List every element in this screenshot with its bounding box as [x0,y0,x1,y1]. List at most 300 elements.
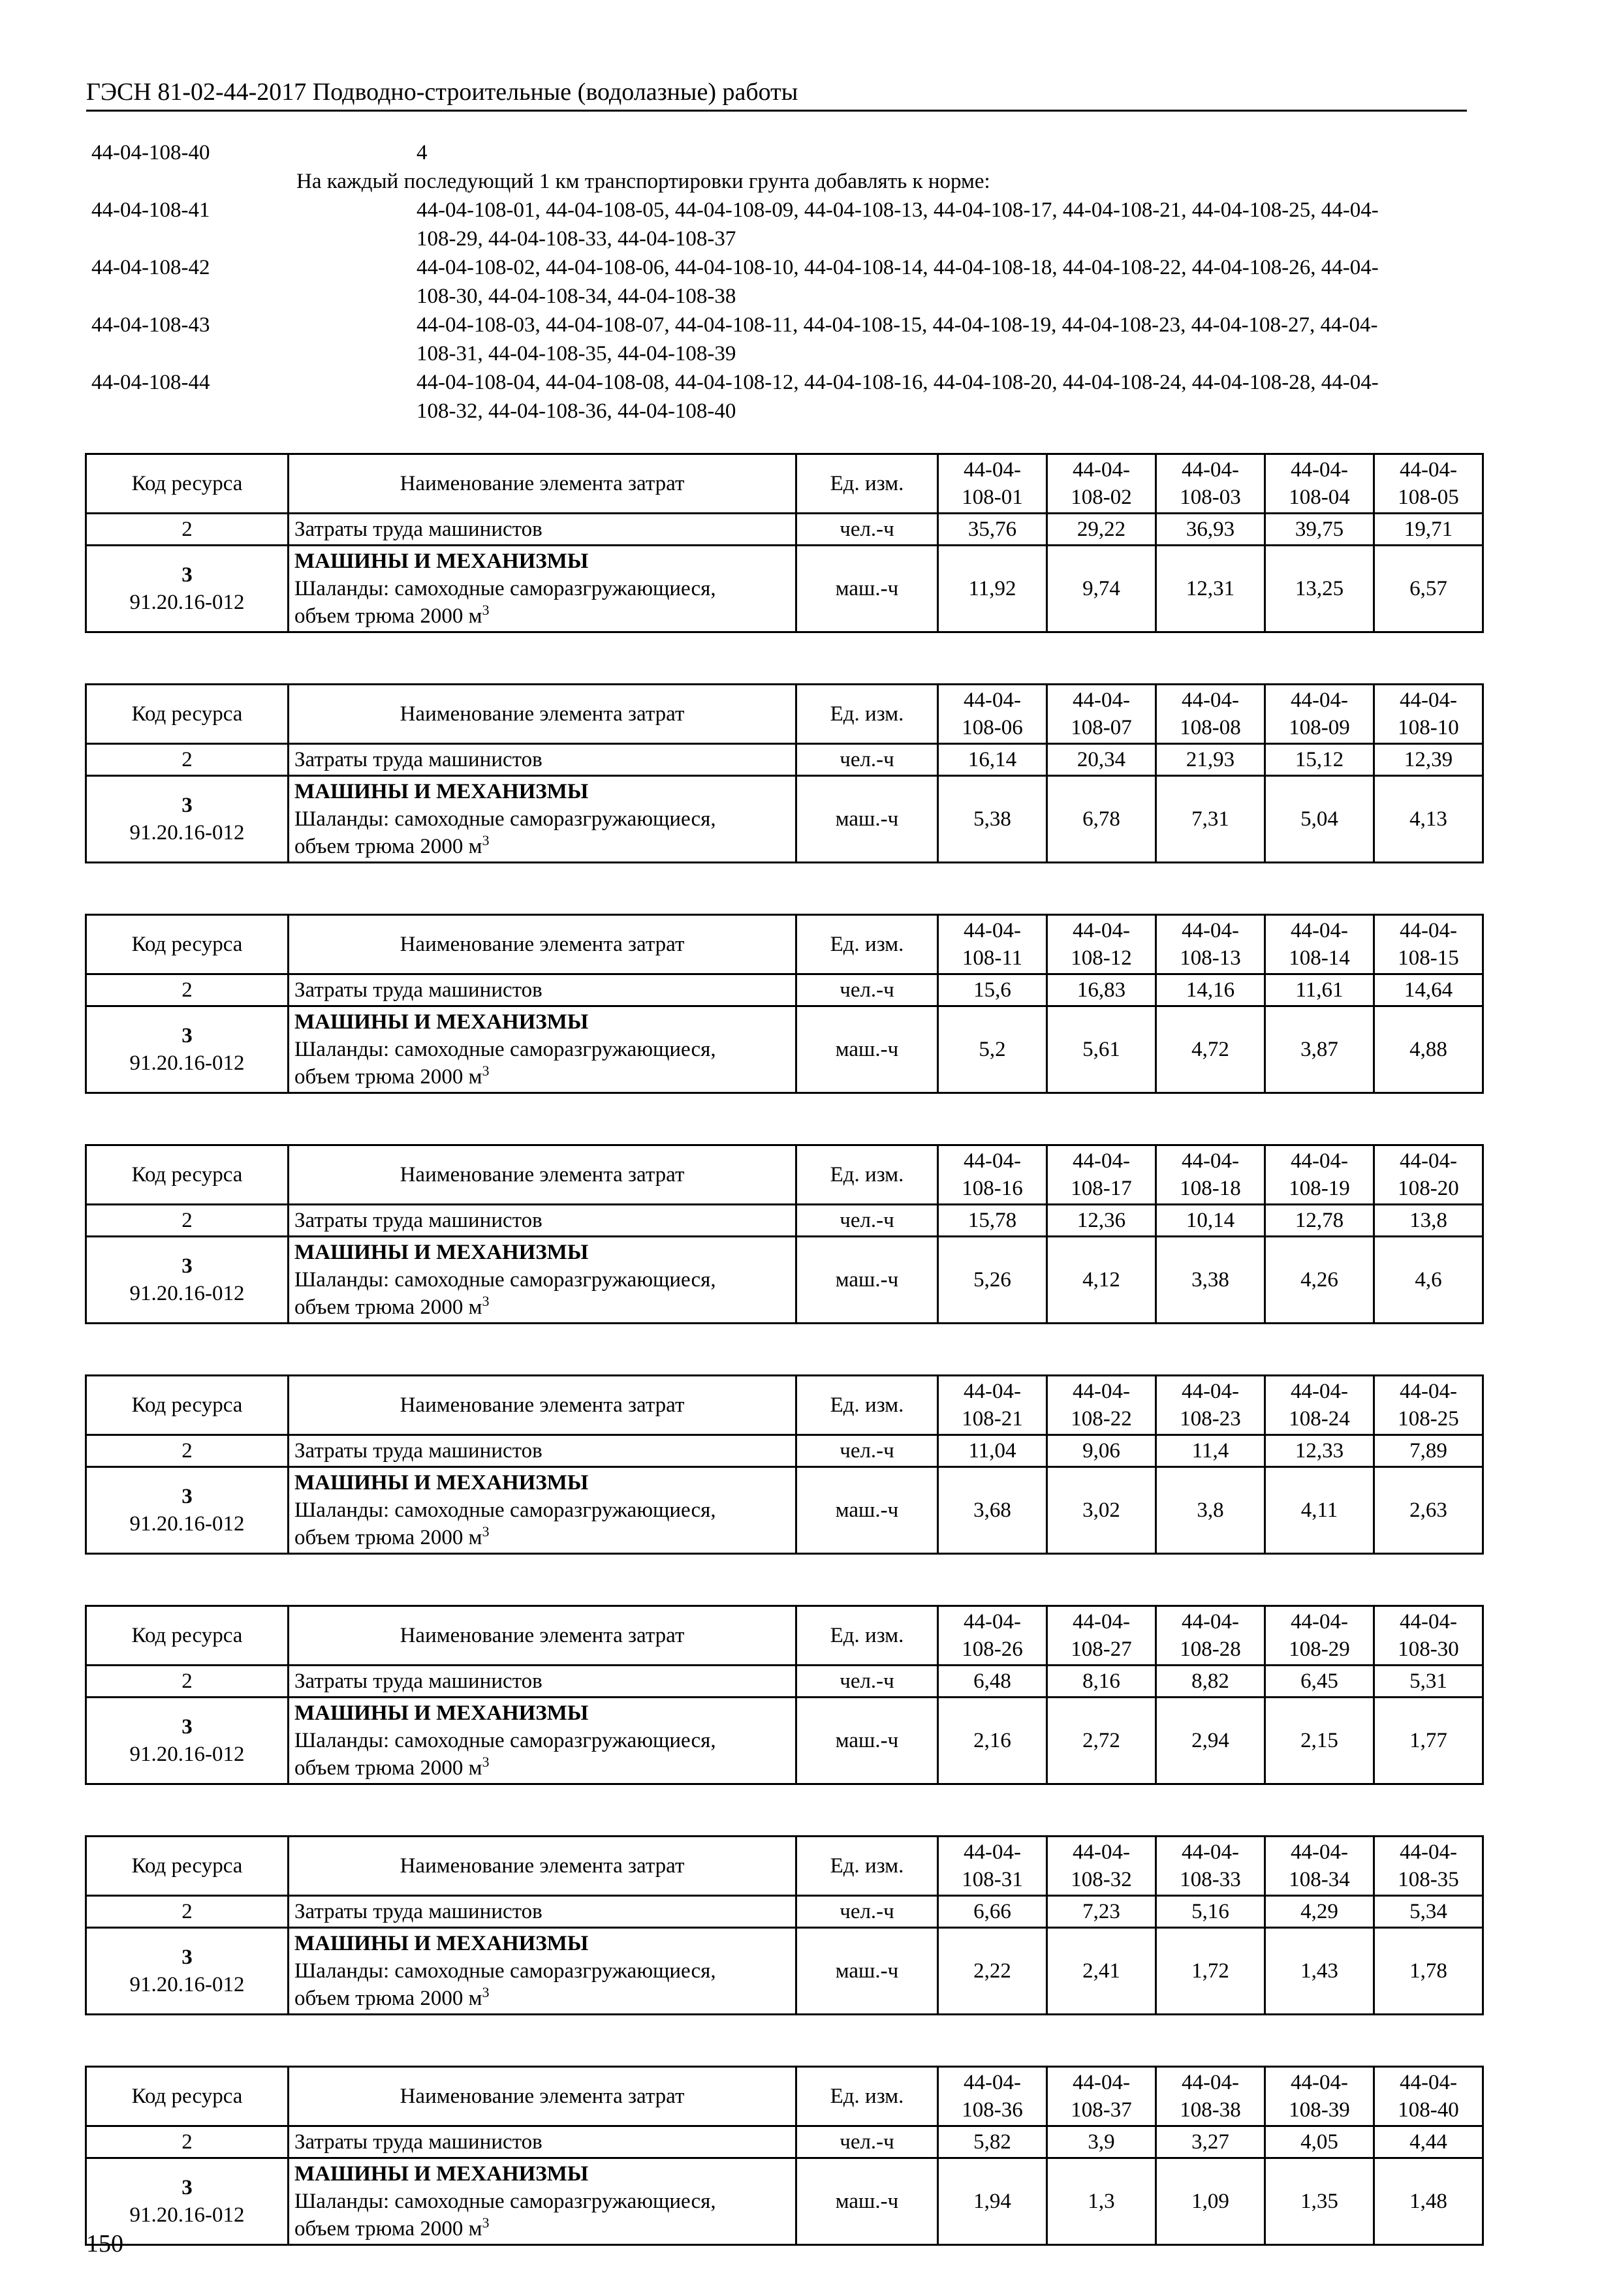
labor-value: 36,93 [1156,514,1265,546]
machine-value: 2,22 [938,1928,1047,2015]
machine-name: Шаланды: самоходные саморазгружающиеся, [294,577,716,600]
machine-value: 2,15 [1265,1698,1374,1784]
table-row [86,514,1483,546]
norm-column-prefix: 44-04- [1400,2071,1457,2094]
norm-column-suffix: 108-07 [1071,716,1132,739]
norm-text [326,311,1469,368]
section-title: МАШИНЫ И МЕХАНИЗМЫ [294,1010,589,1034]
norm-text [326,253,1469,311]
code-header: Код ресурса [86,915,289,974]
norm-row [91,138,1469,167]
machine-name-cont: объем трюма 2000 $м^3$ [294,1063,490,1089]
norm-column-header [1374,1837,1483,1896]
norm-text: 4 [417,141,428,164]
norm-text [326,368,1469,426]
norm-column-prefix: 44-04- [1291,1840,1348,1864]
table-header-row [86,1606,1483,1666]
norm-column-prefix: 44-04- [1182,1380,1239,1403]
machine-name-cont: объем трюма 2000 $м^3$ [294,2214,490,2241]
resource-name: Затраты труда машинистов [289,1666,796,1698]
resource-unit: чел.-ч [796,744,938,776]
norm-column-header [1374,1145,1483,1205]
norm-column-header [938,454,1047,514]
norm-column-prefix: 44-04- [1182,689,1239,712]
addition-note: На каждый последующий 1 км транспортировки грунта добавлять к норме: [296,170,990,193]
resource-code: 2 [86,744,289,776]
norm-column-suffix: 108-31 [962,1868,1023,1891]
norm-column-suffix: 108-15 [1398,946,1459,970]
norm-column-prefix: 44-04- [1400,1840,1457,1864]
machine-value: 1,09 [1156,2158,1265,2245]
norm-column-header [1374,2067,1483,2126]
norm-column-prefix: 44-04- [1291,1380,1348,1403]
norm-column-suffix: 108-35 [1398,1868,1459,1891]
norm-column-suffix: 108-30 [1398,1637,1459,1661]
machine-value: 1,77 [1374,1698,1483,1784]
norm-column-suffix: 108-23 [1180,1407,1241,1431]
norm-column-prefix: 44-04- [1400,1610,1457,1634]
machine-value: 3,02 [1047,1467,1156,1554]
norm-column-header [938,1145,1047,1205]
labor-value: 5,16 [1156,1896,1265,1928]
norm-column-header [1156,1145,1265,1205]
norm-column-suffix: 108-34 [1289,1868,1350,1891]
code-header: Код ресурса [86,454,289,514]
norm-column-prefix: 44-04- [1073,1380,1130,1403]
norm-text-line: 44-04-108-02, 44-04-108-06, 44-04-108-10, 44-04-108-14, 44-04-108-18, 44-04-108-22, 44-04-108-26, 44-04- [417,256,1379,279]
section-code: 3 [181,1946,193,1969]
machine-value: 13,25 [1265,546,1374,632]
table-header-row [86,454,1483,514]
table-row [86,546,1483,632]
resource-name [289,1698,796,1784]
norm-column-header [1374,454,1483,514]
norm-column-suffix: 108-39 [1289,2098,1350,2122]
resource-code: 2 [86,514,289,546]
norm-column-header [1047,1837,1156,1896]
norm-column-prefix: 44-04- [1291,1610,1348,1634]
norm-row [91,196,1469,253]
code-header: Код ресурса [86,685,289,744]
code-header: Код ресурса [86,1145,289,1205]
name-header: Наименование элемента затрат [289,1837,796,1896]
norm-column-suffix: 108-29 [1289,1637,1350,1661]
machine-code: 91.20.16-012 [129,1743,245,1766]
norm-code: 44-04-108-43 [91,313,210,337]
norm-column-prefix: 44-04- [1073,458,1130,482]
resource-name: Затраты труда машинистов [289,1205,796,1237]
resource-unit: чел.-ч [796,1666,938,1698]
norm-column-header [1265,915,1374,974]
machine-value: 4,6 [1374,1237,1483,1324]
machine-value: 4,72 [1156,1006,1265,1093]
norm-column-prefix: 44-04- [1400,1380,1457,1403]
norm-row [91,311,1469,368]
labor-value: 29,22 [1047,514,1156,546]
machine-code: 91.20.16-012 [129,1282,245,1305]
machine-value: 1,78 [1374,1928,1483,2015]
labor-value: 21,93 [1156,744,1265,776]
unit-header: Ед. изм. [796,1376,938,1435]
norm-column-header [1047,1606,1156,1666]
norm-column-header [1047,1145,1156,1205]
labor-value: 4,44 [1374,2126,1483,2158]
norm-column-header [1047,454,1156,514]
machine-value: 3,8 [1156,1467,1265,1554]
machine-name: Шаланды: самоходные саморазгружающиеся, [294,1038,716,1061]
labor-value: 19,71 [1374,514,1483,546]
norm-column-prefix: 44-04- [1400,689,1457,712]
document-title: ГЭСН 81-02-44-2017 Подводно-строительные (водолазные) работы [86,78,798,106]
labor-value: 35,76 [938,514,1047,546]
labor-value: 11,04 [938,1435,1047,1467]
table-header-row [86,2067,1483,2126]
superscript: 3 [482,602,490,618]
norm-column-header [1156,454,1265,514]
norm-column-suffix: 108-20 [1398,1177,1459,1200]
machine-name-cont: объем трюма 2000 $м^3$ [294,1984,490,2010]
resource-unit: чел.-ч [796,1896,938,1928]
resource-code [86,1467,289,1554]
norm-column-header [938,915,1047,974]
norm-column-header [1156,1837,1265,1896]
section-title: МАШИНЫ И МЕХАНИЗМЫ [294,1471,589,1495]
machine-value: 3,38 [1156,1237,1265,1324]
resource-code [86,1006,289,1093]
section-title: МАШИНЫ И МЕХАНИЗМЫ [294,550,589,573]
norm-code: 44-04-108-44 [91,371,210,394]
machine-name-cont: объем трюма 2000 $м^3$ [294,1293,490,1319]
resource-unit: маш.-ч [796,1006,938,1093]
machine-name: Шаланды: самоходные саморазгружающиеся, [294,1268,716,1292]
resource-unit: чел.-ч [796,1205,938,1237]
norm-column-suffix: 108-02 [1071,486,1132,509]
machine-code: 91.20.16-012 [129,821,245,845]
resource-tables [85,453,1482,2296]
code-header: Код ресурса [86,1376,289,1435]
norm-column-prefix: 44-04- [1182,919,1239,942]
norm-code: 44-04-108-42 [91,256,210,279]
norm-column-header [1156,1376,1265,1435]
norm-column-header [1047,2067,1156,2126]
labor-value: 15,12 [1265,744,1374,776]
table-row [86,776,1483,863]
norm-column-suffix: 108-40 [1398,2098,1459,2122]
machine-code: 91.20.16-012 [129,1512,245,1536]
labor-value: 6,48 [938,1666,1047,1698]
resource-code [86,1698,289,1784]
norm-text-line: 44-04-108-04, 44-04-108-08, 44-04-108-12, 44-04-108-16, 44-04-108-20, 44-04-108-24, 44-04-108-28, 44-04- [417,371,1379,394]
superscript: 3 [482,1984,490,2000]
machine-name: Шаланды: самоходные саморазгружающиеся, [294,807,716,831]
table-row [86,1666,1483,1698]
norm-column-suffix: 108-19 [1289,1177,1350,1200]
resource-name [289,776,796,863]
norm-column-header [1374,915,1483,974]
resource-code [86,1237,289,1324]
machine-value: 11,92 [938,546,1047,632]
machine-value: 4,26 [1265,1237,1374,1324]
section-code: 3 [181,1715,193,1739]
norm-column-suffix: 108-36 [962,2098,1023,2122]
norm-column-suffix: 108-37 [1071,2098,1132,2122]
resource-table [85,1144,1484,1324]
norm-column-prefix: 44-04- [1073,1610,1130,1634]
labor-value: 3,9 [1047,2126,1156,2158]
labor-value: 7,23 [1047,1896,1156,1928]
unit-header: Ед. изм. [796,1837,938,1896]
norm-column-header [1265,2067,1374,2126]
table-header-row [86,1145,1483,1205]
resource-code: 2 [86,2126,289,2158]
table-row [86,1006,1483,1093]
labor-value: 8,82 [1156,1666,1265,1698]
norm-notes [91,138,1469,426]
code-header: Код ресурса [86,2067,289,2126]
machine-value: 5,61 [1047,1006,1156,1093]
resource-name [289,1467,796,1554]
unit-header: Ед. изм. [796,685,938,744]
norm-column-header [1156,1606,1265,1666]
norm-column-prefix: 44-04- [1291,919,1348,942]
table-row [86,1435,1483,1467]
norm-row [91,253,1469,311]
labor-value: 7,89 [1374,1435,1483,1467]
unit-header: Ед. изм. [796,454,938,514]
machine-value: 1,72 [1156,1928,1265,2015]
norm-column-suffix: 108-27 [1071,1637,1132,1661]
labor-value: 3,27 [1156,2126,1265,2158]
labor-value: 15,6 [938,974,1047,1006]
norm-column-prefix: 44-04- [964,1149,1021,1173]
norm-column-prefix: 44-04- [1400,919,1457,942]
labor-value: 14,64 [1374,974,1483,1006]
machine-value: 1,3 [1047,2158,1156,2245]
norm-column-suffix: 108-13 [1180,946,1241,970]
norm-column-header [1156,915,1265,974]
machine-value: 2,16 [938,1698,1047,1784]
labor-value: 6,66 [938,1896,1047,1928]
resource-unit: маш.-ч [796,1698,938,1784]
machine-value: 12,31 [1156,546,1265,632]
machine-value: 3,87 [1265,1006,1374,1093]
norm-column-suffix: 108-24 [1289,1407,1350,1431]
resource-unit: маш.-ч [796,776,938,863]
machine-value: 2,94 [1156,1698,1265,1784]
machine-value: 2,63 [1374,1467,1483,1554]
norm-column-header [1156,2067,1265,2126]
table-row [86,1698,1483,1784]
section-title: МАШИНЫ И МЕХАНИЗМЫ [294,1701,589,1725]
norm-column-header [1374,685,1483,744]
machine-value: 1,94 [938,2158,1047,2245]
norm-text-line: 108-32, 44-04-108-36, 44-04-108-40 [417,399,736,423]
labor-value: 20,34 [1047,744,1156,776]
resource-name: Затраты труда машинистов [289,1435,796,1467]
resource-name: Затраты труда машинистов [289,974,796,1006]
norm-column-suffix: 108-01 [962,486,1023,509]
norm-column-prefix: 44-04- [1182,1149,1239,1173]
labor-value: 8,16 [1047,1666,1156,1698]
resource-unit: чел.-ч [796,1435,938,1467]
machine-value: 7,31 [1156,776,1265,863]
norm-column-header [1374,1376,1483,1435]
table-row [86,2158,1483,2245]
norm-code: 44-04-108-40 [91,141,210,164]
superscript: 3 [482,1063,490,1079]
superscript: 3 [482,2214,490,2231]
norm-column-header [938,1376,1047,1435]
section-title: МАШИНЫ И МЕХАНИЗМЫ [294,1932,589,1955]
norm-column-prefix: 44-04- [1291,2071,1348,2094]
resource-name: Затраты труда машинистов [289,2126,796,2158]
machine-code: 91.20.16-012 [129,2203,245,2227]
resource-name [289,1928,796,2015]
norm-column-header [1374,1606,1483,1666]
norm-column-suffix: 108-28 [1180,1637,1241,1661]
labor-value: 16,83 [1047,974,1156,1006]
page-number: 150 [86,2230,123,2257]
unit-header: Ед. изм. [796,2067,938,2126]
machine-name-cont: объем трюма 2000 $м^3$ [294,1754,490,1780]
norm-column-prefix: 44-04- [964,1380,1021,1403]
resource-code: 2 [86,974,289,1006]
resource-table [85,914,1484,1094]
resource-code: 2 [86,1435,289,1467]
resource-name: Затраты труда машинистов [289,1896,796,1928]
resource-code: 2 [86,1666,289,1698]
table-row [86,974,1483,1006]
labor-value: 12,36 [1047,1205,1156,1237]
superscript: 3 [482,1754,490,1770]
labor-value: 10,14 [1156,1205,1265,1237]
machine-value: 5,04 [1265,776,1374,863]
code-header: Код ресурса [86,1837,289,1896]
name-header: Наименование элемента затрат [289,685,796,744]
norm-column-header [938,1837,1047,1896]
norm-column-suffix: 108-22 [1071,1407,1132,1431]
norm-column-prefix: 44-04- [1182,458,1239,482]
name-header: Наименование элемента затрат [289,2067,796,2126]
norm-column-prefix: 44-04- [1073,1149,1130,1173]
norm-column-suffix: 108-25 [1398,1407,1459,1431]
norm-column-prefix: 44-04- [964,458,1021,482]
resource-unit: чел.-ч [796,514,938,546]
machine-name-cont: объем трюма 2000 $м^3$ [294,602,490,628]
norm-column-prefix: 44-04- [964,919,1021,942]
machine-name-cont: объем трюма 2000 $м^3$ [294,1523,490,1549]
labor-value: 39,75 [1265,514,1374,546]
norm-column-suffix: 108-16 [962,1177,1023,1200]
table-row [86,2126,1483,2158]
machine-value: 2,72 [1047,1698,1156,1784]
resource-code [86,546,289,632]
labor-value: 5,82 [938,2126,1047,2158]
table-header-row [86,685,1483,744]
labor-value: 12,39 [1374,744,1483,776]
unit-header: Ед. изм. [796,1145,938,1205]
labor-value: 11,4 [1156,1435,1265,1467]
resource-name: Затраты труда машинистов [289,514,796,546]
machine-value: 4,13 [1374,776,1483,863]
norm-column-suffix: 108-38 [1180,2098,1241,2122]
machine-value: 4,88 [1374,1006,1483,1093]
machine-value: 1,48 [1374,2158,1483,2245]
norm-column-prefix: 44-04- [1400,458,1457,482]
resource-code [86,776,289,863]
machine-value: 9,74 [1047,546,1156,632]
section-code: 3 [181,1485,193,1508]
norm-column-prefix: 44-04- [964,689,1021,712]
resource-unit: маш.-ч [796,1928,938,2015]
resource-name [289,2158,796,2245]
name-header: Наименование элемента затрат [289,1606,796,1666]
resource-unit: чел.-ч [796,2126,938,2158]
resource-table [85,1835,1484,2015]
machine-value: 6,57 [1374,546,1483,632]
machine-value: 5,2 [938,1006,1047,1093]
resource-name [289,1006,796,1093]
norm-column-header [1265,1376,1374,1435]
table-row [86,1467,1483,1554]
norm-column-header [1047,915,1156,974]
norm-column-prefix: 44-04- [1182,1840,1239,1864]
norm-column-suffix: 108-10 [1398,716,1459,739]
name-header: Наименование элемента затрат [289,454,796,514]
norm-column-prefix: 44-04- [1182,1610,1239,1634]
page-header [86,77,1467,112]
norm-column-suffix: 108-08 [1180,716,1241,739]
machine-value: 5,26 [938,1237,1047,1324]
norm-text [326,196,1469,253]
table-header-row [86,1837,1483,1896]
labor-value: 15,78 [938,1205,1047,1237]
norm-text-line: 108-30, 44-04-108-34, 44-04-108-38 [417,285,736,308]
machine-value: 1,43 [1265,1928,1374,2015]
superscript: 3 [482,1523,490,1540]
name-header: Наименование элемента затрат [289,1145,796,1205]
resource-name [289,546,796,632]
norm-column-suffix: 108-04 [1289,486,1350,509]
machine-name: Шаланды: самоходные саморазгружающиеся, [294,2190,716,2213]
norm-column-prefix: 44-04- [1291,689,1348,712]
norm-column-header [1265,1145,1374,1205]
labor-value: 9,06 [1047,1435,1156,1467]
name-header: Наименование элемента затрат [289,915,796,974]
section-code: 3 [181,1024,193,1047]
norm-column-prefix: 44-04- [964,1610,1021,1634]
norm-column-suffix: 108-12 [1071,946,1132,970]
labor-value: 5,31 [1374,1666,1483,1698]
machine-code: 91.20.16-012 [129,591,245,614]
norm-column-header [1156,685,1265,744]
norm-column-prefix: 44-04- [1073,2071,1130,2094]
unit-header: Ед. изм. [796,915,938,974]
machine-value: 1,35 [1265,2158,1374,2245]
section-code: 3 [181,563,193,587]
labor-value: 14,16 [1156,974,1265,1006]
norm-row [91,368,1469,426]
resource-code [86,1928,289,2015]
norm-column-suffix: 108-18 [1180,1177,1241,1200]
norm-column-suffix: 108-09 [1289,716,1350,739]
table-header-row [86,1376,1483,1435]
machine-value: 6,78 [1047,776,1156,863]
labor-value: 16,14 [938,744,1047,776]
norm-column-header [938,1606,1047,1666]
norm-column-prefix: 44-04- [1291,1149,1348,1173]
section-code: 3 [181,794,193,817]
